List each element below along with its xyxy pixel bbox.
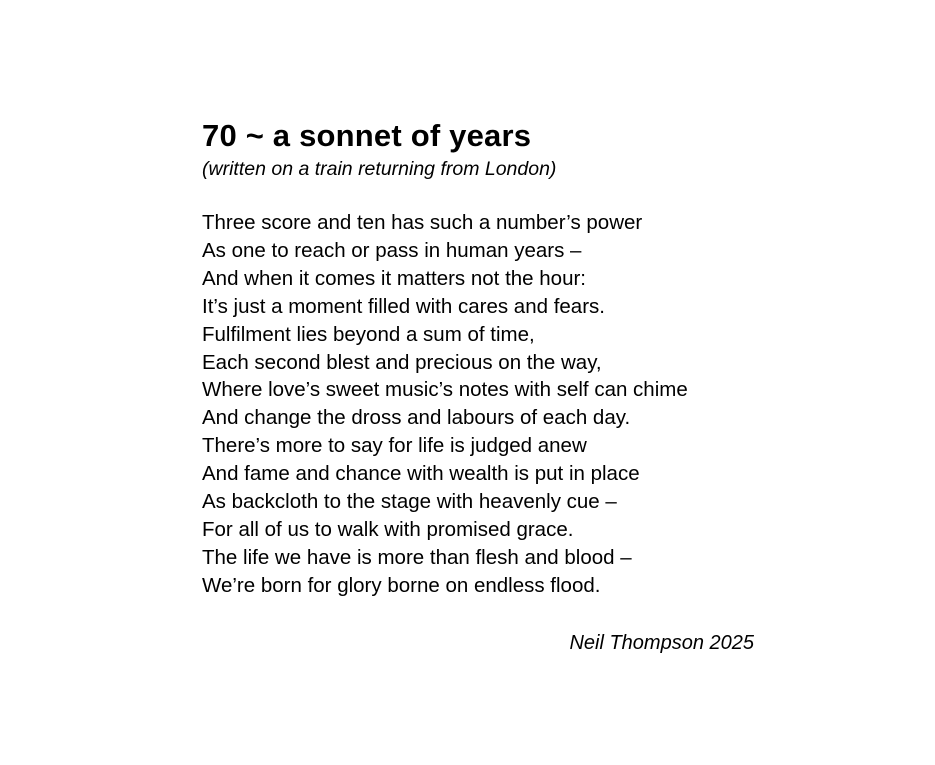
poem-line: For all of us to walk with promised grace. <box>202 517 574 541</box>
poem-container <box>202 116 762 600</box>
poem-line: The life we have is more than flesh and blood – <box>202 545 632 569</box>
poem-line: Each second blest and precious on the way, <box>202 350 602 374</box>
poem-body <box>202 209 762 600</box>
poem-line: There’s more to say for life is judged anew <box>202 434 587 458</box>
poem-line: It’s just a moment filled with cares and fears. <box>202 294 605 318</box>
poem-line: As one to reach or pass in human years – <box>202 238 582 262</box>
poem-line: And when it comes it matters not the hour: <box>202 266 586 290</box>
poem-line: As backcloth to the stage with heavenly cue – <box>202 490 617 514</box>
poem-line: Three score and ten has such a number’s power <box>202 211 643 234</box>
poem-line: Where love’s sweet music’s notes with self can chime <box>202 378 688 402</box>
poem-line: We’re born for glory borne on endless flood. <box>202 573 601 597</box>
poem-line: And fame and chance with wealth is put in place <box>202 462 640 486</box>
poem-attribution: Neil Thompson 2025 <box>569 632 754 654</box>
poem-subtitle: (written on a train returning from London) <box>202 158 557 180</box>
poem-line: And change the dross and labours of each day. <box>202 406 631 430</box>
poem-line: Fulfilment lies beyond a sum of time, <box>202 322 535 346</box>
poem-title: 70 ~ a sonnet of years <box>202 118 532 153</box>
